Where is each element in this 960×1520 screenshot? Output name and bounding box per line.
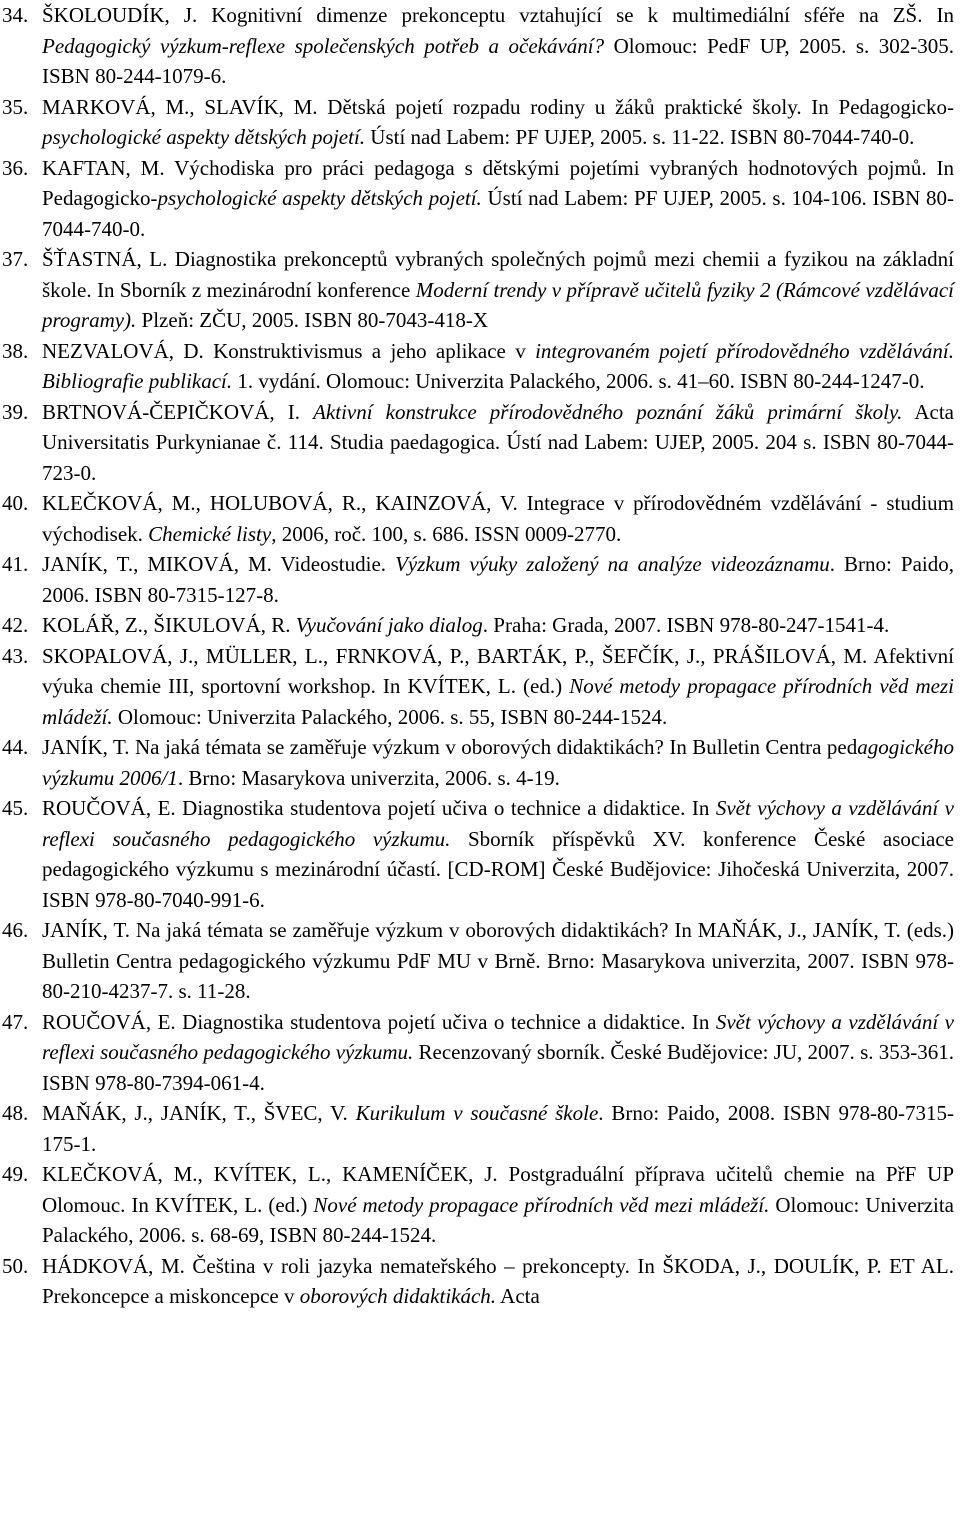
reference-text (42, 1159, 954, 1251)
reference-text-segment: Olomouc: PedF UP, 2005. s. 302-305. ISBN 80-244-1079-6. (42, 33, 954, 88)
reference-title-italic: integrovaném pojetí přírodovědného vzdělávání. Bibliografie publikací. (42, 338, 954, 393)
reference-entry (0, 793, 954, 915)
reference-text-segment: . Brno: Paido, 2006. ISBN 80-7315-127-8. (42, 552, 954, 607)
reference-text-segment: Olomouc: Univerzita Palackého, 2006. s. 68-69, ISBN 80-244-1524. (42, 1192, 954, 1247)
reference-text-segment: Recenzovaný sborník. České Budějovice: JU, 2007. s. 353-361. ISBN 978-80-7394-061-4. (42, 1040, 954, 1095)
reference-text-segment: Ústí nad Labem: PF UJEP, 2005. s. 104-106. ISBN 80-7044-740-0. (42, 186, 954, 241)
reference-text-segment: ŠKOLOUDÍK, J. Kognitivní dimenze prekonceptu vztahující se k multimediální sféře na ZŠ. In (42, 3, 954, 27)
reference-entry (0, 397, 954, 489)
reference-number: 45. (2, 796, 29, 820)
reference-text-segment: SKOPALOVÁ, J., MÜLLER, L., FRNKOVÁ, P., BARTÁK, P., ŠEFČÍK, J., PRÁŠILOVÁ, M. Afektivní výuka chemie III, sportovní workshop. In KVÍTEK, L. (ed.) (42, 643, 954, 698)
reference-entry (0, 153, 954, 245)
reference-text-segment: Olomouc: Univerzita Palackého, 2006. s. 55, ISBN 80-244-1524. (112, 704, 668, 729)
reference-title-italic: agogického výzkumu 2006/1 (42, 735, 954, 790)
reference-text (42, 336, 954, 397)
reference-number: 50. (2, 1253, 29, 1278)
reference-text (42, 549, 954, 610)
reference-text (42, 0, 954, 92)
reference-text (42, 153, 954, 245)
reference-title-italic: Chemické listy (148, 521, 272, 546)
reference-title-italic: Vyučování jako dialog (295, 613, 483, 637)
reference-entry (0, 244, 954, 336)
reference-text-segment: ROUČOVÁ, E. Diagnostika studentova pojetí učiva o technice a didaktice. In (42, 1009, 716, 1034)
reference-entry (0, 915, 954, 1007)
reference-number: 35. (2, 94, 29, 119)
reference-entry (0, 488, 954, 549)
reference-number: 44. (2, 735, 29, 759)
reference-number: 42. (2, 613, 29, 637)
reference-text-segment: . Praha: Grada, 2007. ISBN 978-80-247-1541-4. (482, 613, 890, 637)
reference-text-segment: . Brno: Paido, 2008. ISBN 978-80-7315-175-1. (42, 1101, 954, 1156)
reference-text-segment: Acta (496, 1284, 540, 1308)
reference-number: 41. (2, 552, 29, 576)
reference-entry (0, 1007, 954, 1099)
reference-title-italic: oborových didaktikách. (299, 1284, 497, 1308)
reference-title-italic: Svět výchovy a vzdělávání v reflexi současného pedagogického výzkumu. (42, 1009, 954, 1064)
reference-number: 38. (2, 338, 29, 363)
reference-number: 39. (2, 399, 29, 424)
reference-text-segment: NEZVALOVÁ, D. Konstruktivismus a jeho aplikace v (42, 338, 536, 363)
reference-text (42, 244, 954, 336)
reference-text (42, 641, 954, 733)
reference-text (42, 915, 954, 1007)
reference-text-segment: 1. vydání. Olomouc: Univerzita Palackého, 2006. s. 41–60. ISBN 80-244-1247-0. (232, 369, 925, 393)
reference-number: 46. (2, 918, 29, 942)
reference-entry (0, 336, 954, 397)
reference-title-italic: Nové metody propagace přírodních věd mezi mládeží. (313, 1192, 770, 1217)
reference-entry (0, 92, 954, 153)
reference-text-segment: Plzeň: ZČU, 2005. ISBN 80-7043-418-X (136, 308, 489, 332)
reference-entry (0, 732, 954, 793)
reference-title-italic: psychologické aspekty dětských pojetí. (42, 125, 366, 149)
reference-text-segment: , 2006, roč. 100, s. 686. ISSN 0009-2770. (271, 521, 622, 546)
reference-number: 48. (2, 1101, 29, 1125)
reference-entry (0, 1251, 954, 1312)
reference-text-segment: Acta Universitatis Purkynianae č. 114. Studia paedagogica. Ústí nad Labem: UJEP, 2005. 204 s. ISBN 80-7044-723-0. (42, 399, 955, 485)
reference-text (42, 488, 954, 549)
reference-number: 43. (2, 643, 29, 668)
reference-title-italic: Nové metody propagace přírodních věd mezi mládeží. (42, 674, 955, 729)
reference-title-italic: Svět výchovy a vzdělávání v reflexi současného pedagogického výzkumu. (42, 796, 954, 851)
reference-entry (0, 1159, 954, 1251)
reference-title-italic: Moderní trendy v přípravě učitelů fyziky 2 (Rámcové vzdělávací programy). (42, 277, 954, 332)
reference-text-segment: KLEČKOVÁ, M., HOLUBOVÁ, R., KAINZOVÁ, V. Integrace v přírodovědném vzdělávání - studium východisek. (42, 491, 954, 546)
reference-text (42, 793, 954, 915)
reference-entry (0, 549, 954, 610)
reference-entry (0, 1098, 954, 1159)
reference-text-segment: HÁDKOVÁ, M. Čeština v roli jazyka nemateřského – prekoncepty. In ŠKODA, J., DOULÍK, P. ET AL. Prekoncepce a miskoncepce v (42, 1253, 954, 1308)
reference-title-italic: Pedagogický výzkum-reflexe společenských potřeb a očekávání? (42, 33, 605, 58)
reference-text-segment: KOLÁŘ, Z., ŠIKULOVÁ, R. (42, 613, 296, 637)
reference-text-segment: . Brno: Masarykova univerzita, 2006. s. 4-19. (177, 765, 560, 790)
reference-text (42, 1098, 954, 1159)
reference-text-segment: KAFTAN, M. Východiska pro práci pedagoga s dětskými pojetími vybraných hodnotových pojmů. In Pedagogicko- (42, 155, 954, 210)
reference-title-italic: Kurikulum v současné škole (355, 1101, 599, 1125)
reference-entry (0, 610, 954, 641)
reference-text-segment: JANÍK, T., MIKOVÁ, M. Videostudie. (42, 552, 396, 576)
reference-text (42, 1251, 954, 1312)
reference-number: 40. (2, 491, 29, 515)
reference-text-segment: JANÍK, T. Na jaká témata se zaměřuje výzkum v oborových didaktikách? In MAŇÁK, J., JANÍK, T. (eds.) Bulletin Centra pedagogického výzkumu PdF MU v Brně. Brno: Masarykova univerzita, 2007. ISBN 978-80-210-4237-7. s. 11-28. (42, 918, 954, 1003)
reference-text-segment: MARKOVÁ, M., SLAVÍK, M. Dětská pojetí rozpadu rodiny u žáků praktické školy. In Pedagogicko- (42, 94, 954, 119)
reference-text-segment: Sborník příspěvků XV. konference České asociace pedagogického výzkumu s mezinárodní účastí. [CD-ROM] České Budějovice: Jihočeská Univerzita, 2007. ISBN 978-80-7040-991-6. (42, 826, 954, 912)
reference-number: 49. (2, 1162, 29, 1186)
reference-title-italic: Výzkum výuky založený na analýze videozáznamu (395, 552, 830, 576)
reference-text-segment: MAŇÁK, J., JANÍK, T., ŠVEC, V. (42, 1101, 356, 1125)
reference-text (42, 732, 954, 793)
reference-number: 37. (2, 247, 29, 271)
reference-text (42, 92, 954, 153)
reference-number: 47. (2, 1009, 29, 1034)
reference-text (42, 610, 954, 641)
reference-text (42, 1007, 954, 1099)
reference-number: 36. (2, 155, 29, 180)
reference-text-segment: JANÍK, T. Na jaká témata se zaměřuje výzkum v oborových didaktikách? In Bulletin Centra ped (42, 735, 858, 759)
reference-number: 34. (2, 3, 29, 27)
reference-text-segment: ROUČOVÁ, E. Diagnostika studentova pojetí učiva o technice a didaktice. In (42, 796, 716, 820)
reference-text-segment: BRTNOVÁ-ČEPIČKOVÁ, I. (42, 399, 314, 424)
reference-text-segment: ŠŤASTNÁ, L. Diagnostika prekonceptů vybraných společných pojmů mezi chemii a fyzikou na základní škole. In Sborník z mezinárodní konference (42, 247, 954, 302)
reference-entry (0, 0, 954, 92)
reference-title-italic: Aktivní konstrukce přírodovědného poznání žáků primární školy. (313, 399, 903, 424)
reference-title-italic: psychologické aspekty dětských pojetí. (157, 186, 482, 210)
reference-text (42, 397, 954, 489)
reference-entry (0, 641, 954, 733)
reference-text-segment: Ústí nad Labem: PF UJEP, 2005. s. 11-22. ISBN 80-7044-740-0. (365, 125, 915, 149)
reference-text-segment: KLEČKOVÁ, M., KVÍTEK, L., KAMENÍČEK, J. Postgraduální příprava učitelů chemie na PřF UP Olomouc. In KVÍTEK, L. (ed.) (42, 1162, 954, 1217)
